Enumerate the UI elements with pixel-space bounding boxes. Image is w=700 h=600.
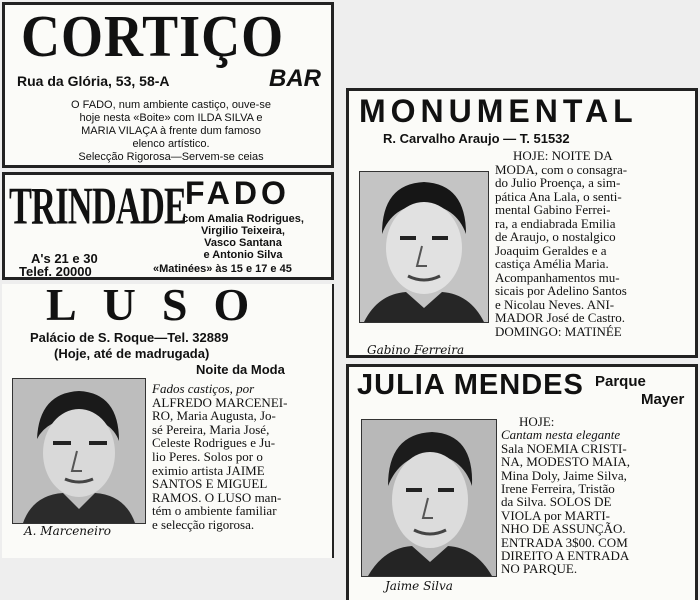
cortico-logo: CORTIÇO bbox=[21, 2, 285, 69]
trindade-cast-line: com Amalia Rodrigues, bbox=[182, 213, 304, 225]
julia-body-line: HOJE: bbox=[519, 414, 555, 429]
monumental-body-line: DOMINGO: MATINÉE bbox=[495, 323, 622, 339]
monumental-body-line: de Araujo, o nostalgico bbox=[495, 229, 616, 244]
julia-body-line: Irene Ferreira, Tristão bbox=[501, 481, 615, 497]
cortico-text-line: Selecção Rigorosa—Servem-se ceias bbox=[78, 151, 264, 163]
trindade-fado-heading: FADO bbox=[185, 175, 290, 211]
monumental-body-line: sicais por Adelino Santos bbox=[495, 283, 627, 298]
julia-body-line: Cantam nesta elegante bbox=[501, 427, 621, 443]
luso-body-line: Fados castiços, por bbox=[152, 381, 255, 396]
cortico-bar-logo: BAR bbox=[269, 65, 321, 92]
monumental-name: MONUMENTAL bbox=[359, 93, 638, 129]
julia-body-line: Sala NOEMIA CRISTI- bbox=[501, 440, 627, 456]
monumental-body-line: HOJE: NOITE DA bbox=[513, 148, 613, 163]
cortico-text-line: elenco artístico. bbox=[132, 138, 210, 150]
monumental-photo-caption: Gabino Ferreira bbox=[367, 343, 465, 357]
luso-body-line: e selecção rigorosa. bbox=[152, 516, 255, 532]
trindade-phone: Telef. 20000 bbox=[19, 264, 92, 279]
luso-body-line: RAMOS. O LUSO man- bbox=[152, 489, 282, 505]
trindade-name: TRINDADE bbox=[9, 178, 187, 236]
julia-body-line: da Silva. SOLOS DE bbox=[501, 494, 612, 510]
trindade-ad bbox=[2, 172, 334, 280]
julia-body-line: DIREITO A ENTRADA bbox=[501, 548, 630, 564]
julia-body-line: NA, MODESTO MAIA, bbox=[501, 454, 631, 470]
luso-body-line: ALFREDO MARCENEI- bbox=[152, 394, 288, 410]
luso-body-line: tém o ambiente familiar bbox=[152, 503, 277, 519]
monumental-body-line: ra, a endiabrada Emilia bbox=[495, 215, 616, 231]
trindade-cast-line: Virgilio Teixeira, bbox=[201, 225, 285, 237]
luso-body-line: RO, Maria Augusta, Jo- bbox=[152, 408, 276, 424]
trindade-times: A's 21 e 30 bbox=[31, 251, 98, 266]
julia-body-line: Mina Doly, Jaime Silva, bbox=[501, 467, 627, 483]
julia-park-line2: Mayer bbox=[641, 391, 685, 408]
monumental-body-line: mental Gabino Ferrei- bbox=[495, 202, 611, 217]
julia-body-line: NO PARQUE. bbox=[501, 561, 578, 577]
cortico-ad bbox=[2, 2, 334, 168]
luso-portrait-photo bbox=[12, 378, 146, 524]
julia-mendes-ad bbox=[346, 364, 698, 600]
luso-body-line: Celeste Rodrigues e Ju- bbox=[152, 435, 276, 451]
julia-mendes-name: JULIA MENDES bbox=[357, 369, 584, 401]
cortico-text-line: O FADO, num ambiente castiço, ouve-se bbox=[71, 99, 271, 111]
luso-name: LUSO bbox=[46, 284, 276, 330]
luso-photo-caption: A. Marceneiro bbox=[24, 524, 111, 538]
trindade-cast-line: Vasco Santana bbox=[204, 237, 282, 249]
luso-body-line: sé Pereira, Maria José, bbox=[152, 421, 270, 437]
luso-ad bbox=[2, 284, 334, 558]
cortico-address: Rua da Glória, 53, 58-A bbox=[17, 73, 170, 89]
monumental-body-line: Joaquim Geraldes e a bbox=[495, 242, 607, 258]
monumental-address: R. Carvalho Araujo — T. 51532 bbox=[383, 131, 570, 146]
trindade-matinees: «Matinées» às 15 e 17 e 45 bbox=[153, 263, 292, 275]
cortico-text-line: hoje nesta «Boite» com ILDA SILVA e bbox=[79, 112, 263, 124]
monumental-body-line: MODA, com o consagra- bbox=[495, 161, 628, 177]
luso-body-line: lio Peres. Solos por o bbox=[152, 448, 263, 464]
trindade-cast-line: e Antonio Silva bbox=[203, 249, 283, 261]
monumental-body-line: MADOR José de Castro. bbox=[495, 310, 625, 325]
luso-body-line: eximio artista JAIME bbox=[152, 462, 265, 478]
monumental-body-line: pática Ana Lala, o senti- bbox=[495, 188, 622, 204]
julia-photo-caption: Jaime Silva bbox=[385, 579, 453, 593]
luso-body-line: SANTOS E MIGUEL bbox=[152, 476, 268, 492]
cortico-text-line: MARIA VILAÇA à frente dum famoso bbox=[81, 125, 261, 137]
monumental-body-line: e Nicolau Neves. ANI- bbox=[495, 296, 615, 312]
julia-park-line1: Parque bbox=[595, 373, 646, 390]
julia-body-line: ENTRADA 3$00. COM bbox=[501, 534, 628, 550]
luso-hours: (Hoje, até de madrugada) bbox=[54, 346, 210, 361]
monumental-portrait-photo bbox=[359, 171, 489, 323]
julia-body-line: VIOLA por MARTI- bbox=[501, 507, 610, 523]
monumental-body-line: do Julio Proença, a sim- bbox=[495, 175, 621, 190]
julia-portrait-photo bbox=[361, 419, 497, 577]
monumental-ad bbox=[346, 88, 698, 358]
monumental-body-line: castiça Amélia Maria. bbox=[495, 256, 609, 271]
luso-night: Noite da Moda bbox=[196, 362, 285, 377]
luso-address: Palácio de S. Roque—Tel. 32889 bbox=[30, 330, 229, 345]
julia-body-line: NHO DE ASSUNÇÃO. bbox=[501, 521, 626, 537]
monumental-body-line: Acompanhamentos mu- bbox=[495, 269, 620, 285]
